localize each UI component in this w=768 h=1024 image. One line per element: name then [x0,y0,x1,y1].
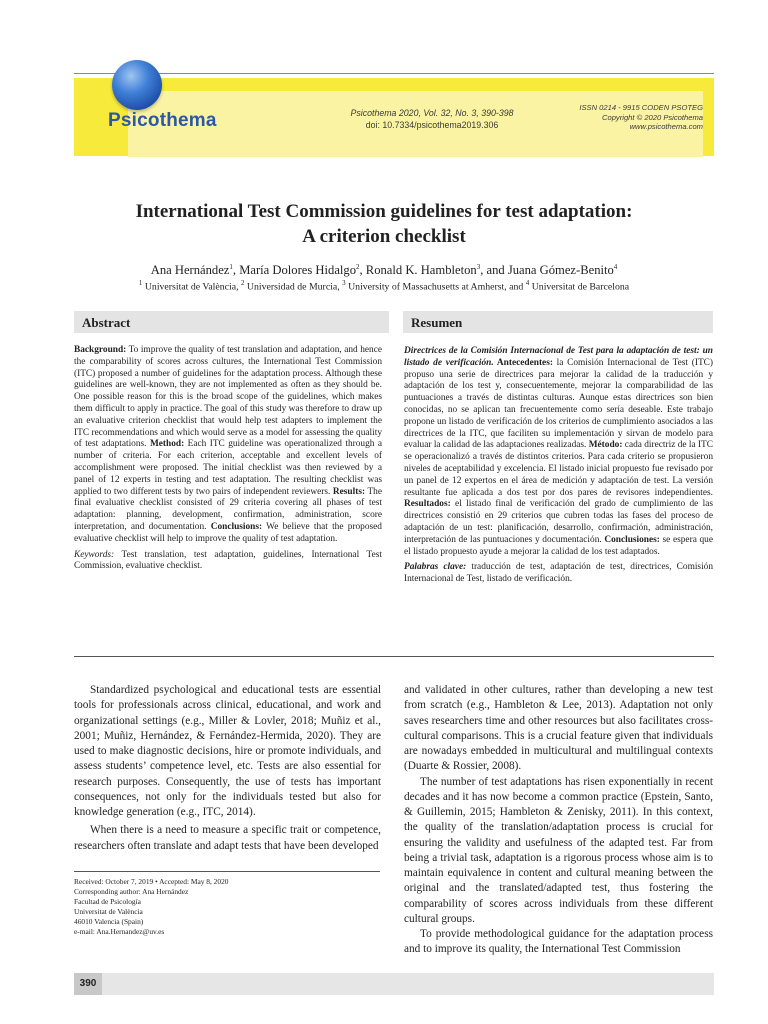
abstract-keywords [74,550,382,574]
email-line[interactable]: e-mail: Ana.Hernandez@uv.es [74,926,165,936]
abstract-results-label: Results: [332,486,366,497]
city-line: 46010 Valencia (Spain) [74,916,144,926]
affil-4-sup: 4 [525,279,530,287]
abstract-background-label: Background: [74,345,127,355]
resumen-resultados-text: el listado final de verificación del grado de cumplimiento de las directrices consistió en 29 criterios que cubren todas las fases del proceso de adaptación de un test: planificación, desarrollo, confirmación, administración, interpretación de las puntuaciones y documentación. [404,499,713,545]
abstract-results-text: The final evaluative checklist consisted of 29 criteria covering all phases of test adaptation: planning, development, confirmation, administration, score interpretation, and documentation. [74,486,382,532]
body-paragraph: To provide methodological guidance for the adaptation process and to improve its quality, the International Test Commission [404,928,713,956]
resumen-heading: Resumen [411,315,463,330]
doi-line[interactable]: doi: 10.7334/psicothema2019.306 [365,120,499,130]
abstract-heading-box [74,311,389,333]
resumen-title: Directrices de la Comisión Internacional de Test para la adaptación de test: un listado de verificación. [404,346,713,368]
journal-logo: Psicothema [108,110,217,131]
author-1-sup: 1 [229,263,233,271]
affil-2-sup: 2 [240,279,245,287]
copyright-line: Copyright © 2020 Psicothema [602,112,703,122]
journal-issn-block [500,103,703,132]
affiliations [74,279,694,292]
correspondence-footnote [74,877,380,936]
affil-1-sup: 1 [138,279,143,287]
issn-line: ISSN 0214 - 9915 CODEN PSOTEG [579,103,703,112]
citation-line: Psicothema 2020, Vol. 32, No. 3, 390-398 [350,108,514,118]
resumen-resultados-label: Resultados: [404,499,451,510]
body-paragraph: The number of test adaptations has risen exponentially in recent decades and it has now become a common practice (Epstein, Santo, & Guillemin, 2015; Hambleton & Zenisky, 2011). In this context, the quality of the translation/adaptation process is crucial for ensuring the validity and usefulness of the adapted test. Far from being a trivial task, adaptation is a rigorous process whose aim is to maintain equivalence in content and cultural meaning between the original and the translated/adapted test, thus fostering the comparability of scores across individuals from these different cultural groups. [404,775,713,925]
title-line-2: A criterion checklist [302,226,466,247]
abstract-method-label: Method: [149,439,185,450]
received-accepted-line: Received: October 7, 2019 • Accepted: May 8, 2020 [74,877,229,886]
resumen-antecedentes-text: la Comisión Internacional de Test (ITC) propuso una serie de directrices para mejorar la calidad de la traducción y adaptación de los test y, consecuentemente, mejorar la comparabilidad de las puntuaciones a través de distintas culturas. Aunque estas directrices son bien conocidas, no se aplican tan frecuentemente como sería deseable. Este trabajo propone un listado de verificación de los criterios de cumplimiento asociados a las directrices de la ITC, que faciliten su implementación y sirvan de modelo para evaluar la calidad de las adaptaciones realizadas. [404,357,713,451]
resumen-paragraph [404,346,713,558]
corresponding-author-line: Corresponding author: Ana Hernández [74,886,189,896]
resumen-conclusiones-text: se espera que el listado propuesto ayude a mejorar la calidad de los test adaptados. [404,534,713,557]
author-2: , María Dolores Hidalgo [232,263,356,278]
affil-1: Universitat de València, [142,281,241,293]
affil-3-sup: 3 [342,279,346,287]
body-paragraph: and validated in other cultures, rather than developing a new test from scratch (e.g., Hambleton & Lee, 2013). Adaptation not only saves researchers time and other resources but also facilitates cross-cultural comparisons. This is a crucial feature given that individuals are nowadays embedded in multicultural and multilingual contexts (Duarte & Rossier, 2008). [404,684,713,773]
resumen-body [404,346,713,586]
author-4-sup: 4 [613,263,618,271]
footnote-rule [74,871,380,872]
abstract-body [74,345,382,573]
page-footer-bar [74,973,714,995]
author-3: , Ronald K. Hambleton [359,263,477,278]
faculty-line: Facultad de Psicología [74,896,141,906]
abstract-background-text: To improve the quality of test translation and adaptation, and hence the comparability of scores across cultures, the International Test Commission (ITC) proposed a number of guidelines for the adaptation process. Although these guidelines are well-known, they are not implemented as often as they should be. One possible reason for this is the broad scope of the guidelines, which makes them difficult to apply in practice. The goal of this study was therefore to draw up an evaluative criterion checklist that would help test adapters to implement the ITC recommendations and which would serve as a model for assessing the quality of test adaptations. [74,345,382,450]
author-1: Ana Hernández [150,263,230,278]
author-2-sup: 2 [356,263,360,271]
psicothema-logo-ball-icon [112,60,162,110]
resumen-metodo-text: cada directriz de la ITC se operacionalizó a través de distintos criterios. Para cada criterio se propusieron niveles de aceptabilidad y excelencia. El listado inicial propuesto fue revisado por un panel de 12 expertos en el área de medición y adaptación de test. La versión resultante fue aplicada a dos test por dos pares de revisores independientes. [404,440,713,498]
palabras-clave-text: traducción de test, adaptación de test, directrices, Comisión Internacional de Test, listado de verificación. [404,562,714,585]
body-column-left [74,683,381,854]
keywords-text: Test translation, test adaptation, guidelines, International Test Commission, evaluative checklist. [74,549,382,572]
author-3-sup: 3 [476,263,481,271]
university-line: Universitat de València [74,906,143,916]
abstract-conclusions-text: We believe that the proposed evaluative checklist will help to improve the quality of test adaptation. [74,521,382,544]
header-top-rule [74,73,714,74]
resumen-conclusiones-label: Conclusiones: [604,534,660,545]
body-column-right [404,683,713,958]
resumen-keywords [404,562,713,586]
abstract-conclusions-label: Conclusions: [210,521,263,532]
title-line-1: International Test Commission guidelines for test adaptation: [135,201,633,222]
affil-2: Universidad de Murcia, [244,281,343,293]
body-paragraph: When there is a need to measure a specific trait or competence, researchers often translate and adapt tests that have been developed [74,824,381,852]
abstract-paragraph [74,345,382,546]
paper-title [74,199,694,249]
resumen-antecedentes-label: Antecedentes: [493,357,553,368]
keywords-label: Keywords: [74,549,115,560]
resumen-heading-box [403,311,713,333]
section-divider [74,656,714,657]
author-4: , and Juana Gómez-Benito [480,263,614,278]
body-paragraph: Standardized psychological and educational tests are essential tools for professionals across clinical, educational, and work and organizational settings (e.g., Miller & Lovler, 2018; Muñiz et al., 2001; Muñiz, Hernández, & Fernández-Hermida, 2020). They are used to make diagnostic decisions, hire or promote individuals, and assess students’ competence level, etc. Tests are also essential for research purposes. Consequently, the use of tests has important consequences, not only for the individuals tested but also for knowledge generation (e.g., ITC, 2014). [74,684,381,818]
abstract-heading: Abstract [82,315,131,330]
palabras-clave-label: Palabras clave: [404,562,467,573]
affil-3: University of Massachusetts at Amherst, and [345,281,526,293]
affil-4: Universitat de Barcelona [529,281,630,293]
author-list [74,263,694,278]
resumen-metodo-label: Método: [588,440,623,451]
abstract-method-text: Each ITC guideline was operationalized through a number of criteria. For each criterion, acceptable and excellent levels of accomplishment were proposed. The initial checklist was then reviewed by a panel of 12 experts in testing and test adaptation. The resulting checklist was applied to two different tests by two pairs of independent reviewers. [74,439,383,497]
website-line[interactable]: www.psicothema.com [629,122,703,131]
page-number: 390 [74,973,102,995]
